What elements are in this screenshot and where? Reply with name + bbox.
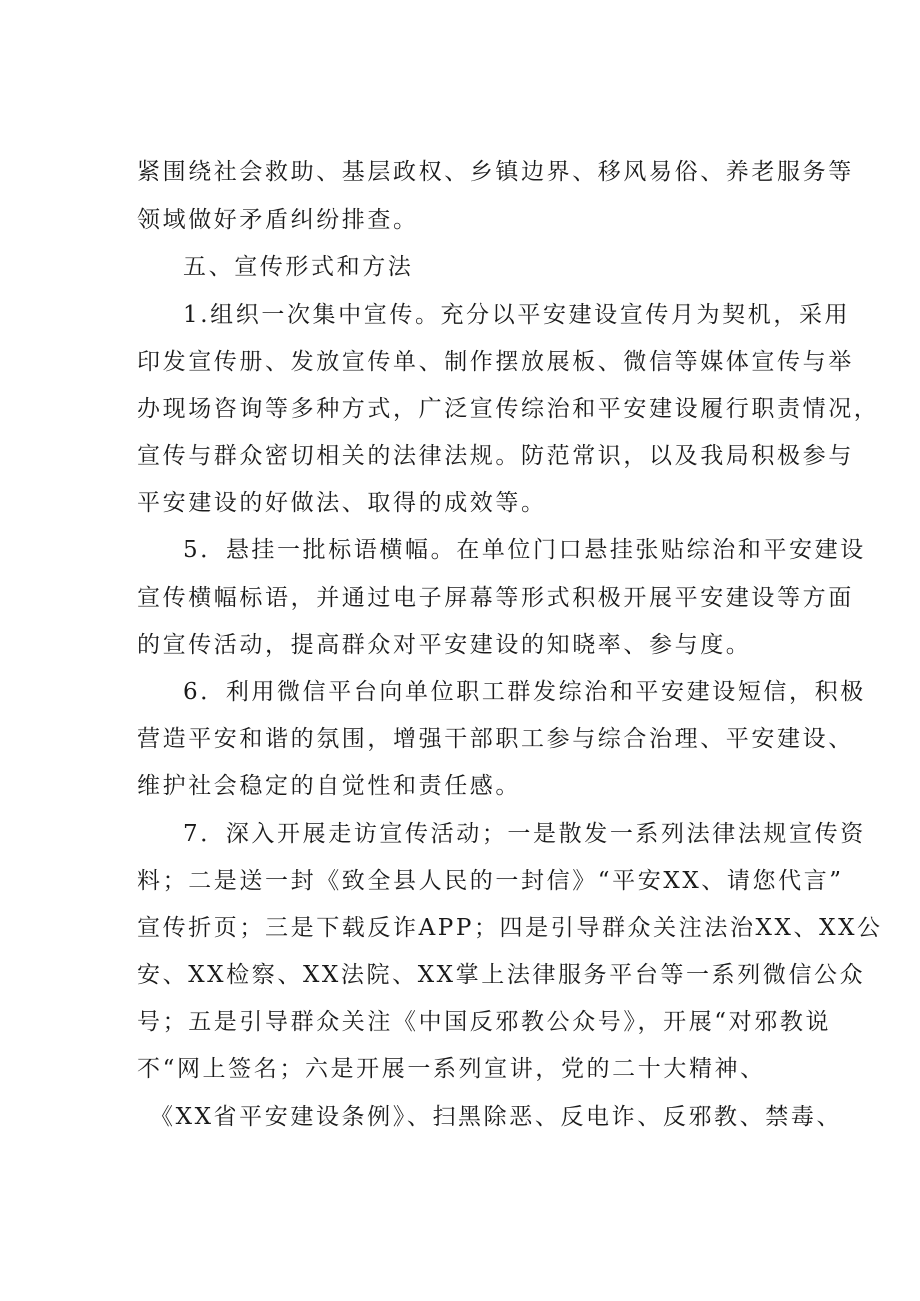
body-text-line: 宣传与群众密切相关的法律法规。防范常识，以及我局积极参与 <box>137 443 854 469</box>
body-text-line: 办现场咨询等多种方式，广泛宣传综治和平安建设履行职责情况， <box>137 396 880 422</box>
body-text-line: 领域做好矛盾纠纷排查。 <box>137 207 419 233</box>
body-text-line: 平安建设的好做法、取得的成效等。 <box>137 490 547 516</box>
body-text-line: 维护社会稳定的自觉性和责任感。 <box>137 773 521 799</box>
body-text-line: 料；二是送一封《致全县人民的一封信》“平安XX、请您代言” <box>137 868 844 894</box>
body-text-line: 紧围绕社会救助、基层政权、乡镇边界、移风易俗、养老服务等 <box>137 159 854 185</box>
paragraph-first-line: 1.组织一次集中宣传。充分以平安建设宣传月为契机，采用 <box>183 302 851 328</box>
body-text-line: 宣传折页；三是下载反诈APP；四是引导群众关注法治XX、XX公 <box>137 915 883 941</box>
body-text-line: 《XX省平安建设条例》、扫黑除恶、反电诈、反邪教、禁毒、 <box>150 1104 843 1130</box>
body-text-line: 不“网上签名；六是开展一系列宣讲，党的二十大精神、 <box>137 1056 766 1082</box>
paragraph-first-line: 7．深入开展走访宣传活动；一是散发一系列法律法规宣传资 <box>183 821 866 847</box>
body-text-line: 安、XX检察、XX法院、XX掌上法律服务平台等一系列微信公众 <box>137 962 866 988</box>
body-text-line: 营造平安和谐的氛围，增强干部职工参与综合治理、平安建设、 <box>137 726 854 752</box>
body-text-line: 印发宣传册、发放宣传单、制作摆放展板、微信等媒体宣传与举 <box>137 349 854 375</box>
body-text-line: 的宣传活动，提高群众对平安建设的知晓率、参与度。 <box>137 632 752 658</box>
paragraph-first-line: 6．利用微信平台向单位职工群发综治和平安建设短信，积极 <box>183 679 866 705</box>
paragraph-first-line: 5．悬挂一批标语横幅。在单位门口悬挂张贴综治和平安建设 <box>183 537 866 563</box>
body-text-line: 宣传横幅标语，并通过电子屏幕等形式积极开展平安建设等方面 <box>137 585 854 611</box>
body-text-line: 号；五是引导群众关注《中国反邪教公众号》，开展“对邪教说 <box>137 1009 832 1035</box>
section-heading: 五、宣传形式和方法 <box>183 254 414 280</box>
